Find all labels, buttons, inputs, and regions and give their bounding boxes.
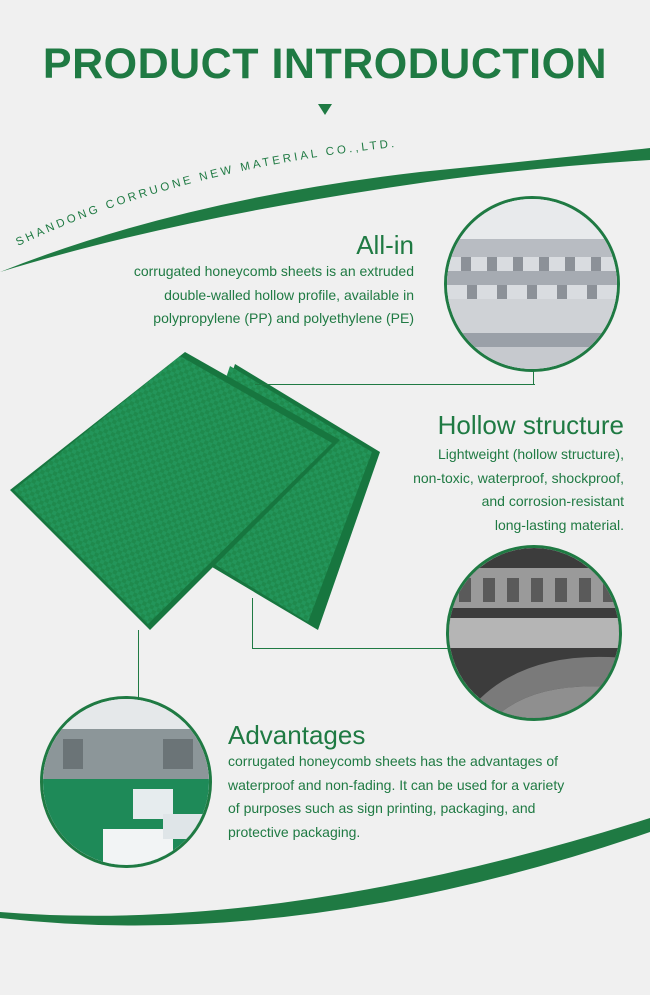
section-line: corrugated honeycomb sheets has the advantages of bbox=[228, 753, 558, 769]
section-line: polypropylene (PP) and polyethylene (PE) bbox=[153, 310, 414, 326]
section-text-all-in bbox=[54, 260, 414, 331]
sheet-profile-graphic bbox=[447, 199, 620, 372]
section-line: and corrosion-resistant bbox=[481, 493, 624, 509]
factory-graphic bbox=[43, 699, 212, 868]
connector-line-1a bbox=[255, 384, 535, 385]
sheet-profile-image bbox=[444, 196, 620, 372]
factory-image bbox=[40, 696, 212, 868]
section-line: Lightweight (hollow structure), bbox=[438, 446, 624, 462]
section-line: corrugated honeycomb sheets is an extruded bbox=[133, 263, 414, 279]
section-heading-advantages: Advantages bbox=[228, 720, 366, 750]
section-line: of purposes such as sign printing, packaging, and bbox=[228, 800, 536, 816]
connector-line-3 bbox=[138, 630, 139, 700]
connector-line-2b bbox=[252, 648, 452, 649]
section-line: double-walled hollow profile, available in bbox=[164, 286, 414, 303]
sheet-cross-section-image bbox=[446, 545, 622, 721]
section-line: waterproof and non-fading. It can be used for a variety bbox=[228, 776, 565, 793]
cross-section-graphic bbox=[449, 548, 622, 721]
company-arc-text: SHANDONG CORRUONE NEW MATERIAL CO.,LTD. bbox=[14, 137, 398, 249]
section-heading-hollow-structure: Hollow structure bbox=[437, 410, 624, 440]
section-text-hollow-structure bbox=[324, 443, 624, 537]
connector-line-2a bbox=[252, 598, 253, 649]
section-text-advantages bbox=[228, 750, 638, 844]
section-line: long-lasting material. bbox=[494, 516, 624, 533]
section-line: non-toxic, waterproof, shockproof, bbox=[413, 469, 624, 486]
section-line: protective packaging. bbox=[228, 823, 361, 840]
section-heading-all-in: All-in bbox=[356, 230, 414, 260]
down-triangle-icon bbox=[318, 104, 332, 115]
page-title: PRODUCT INTRODUCTION bbox=[42, 40, 608, 88]
